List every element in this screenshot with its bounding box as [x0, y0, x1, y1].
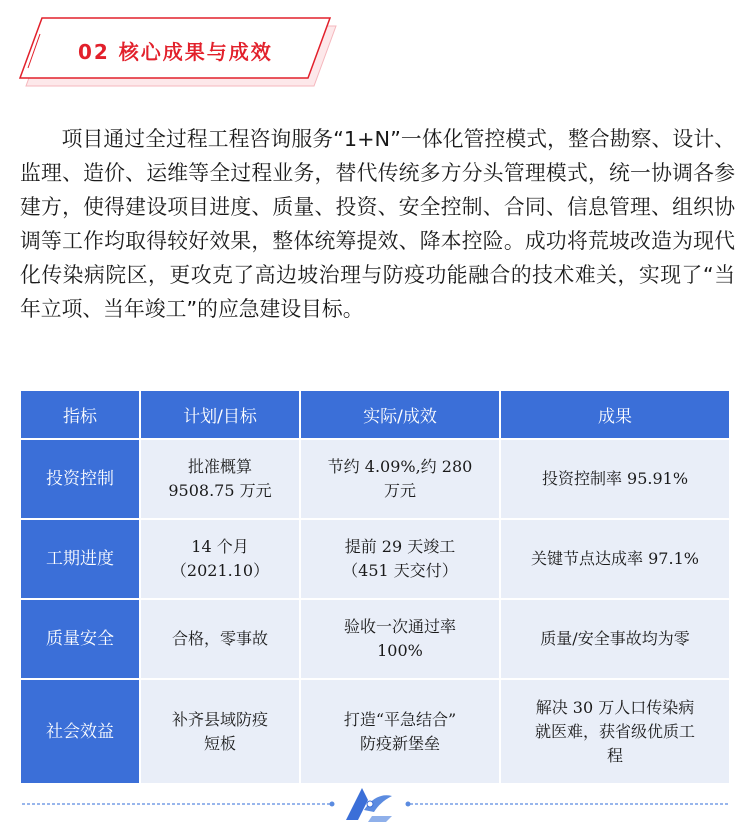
section-title: 02 核心成果与成效: [78, 40, 273, 64]
cell-line: 验收一次通过率: [343, 617, 456, 636]
table-row: [20, 599, 730, 679]
cell-line: 打造“平急结合”: [343, 709, 457, 729]
cell-line: 节约 4.09%,约 280: [327, 457, 473, 476]
divider-dot-left: [330, 802, 335, 807]
row-actual: [300, 439, 500, 519]
row-plan: [140, 439, 300, 519]
cell-line: （451 天交付）: [342, 561, 458, 580]
cell-line: 关键节点达成率 97.1%: [531, 549, 699, 568]
row-result: [500, 679, 730, 784]
cell-line: 就医难，获省级优质工: [534, 721, 695, 741]
cell-line: 9508.75 万元: [168, 481, 272, 500]
cell-line: 防疫新堡垒: [359, 733, 440, 753]
table-row: [20, 679, 730, 784]
table-row: [20, 439, 730, 519]
row-indicator: 社会效益: [20, 679, 140, 784]
row-actual: [300, 599, 500, 679]
cell-line: 投资控制率 95.91%: [541, 469, 689, 488]
row-indicator: 质量安全: [20, 599, 140, 679]
cell-line: 100%: [377, 641, 423, 660]
cell-line: 提前 29 天竣工: [344, 537, 456, 556]
cell-line: 合格，零事故: [171, 629, 268, 648]
company-logo-icon: [346, 788, 392, 822]
divider-dot-right: [406, 802, 411, 807]
row-actual: [300, 679, 500, 784]
table-header-row: [20, 390, 730, 439]
header-plan: 计划/目标: [140, 390, 300, 439]
cell-line: 万元: [383, 481, 416, 500]
row-result: [500, 519, 730, 599]
cell-line: 补齐县域防疫: [171, 709, 268, 729]
results-table: [19, 389, 729, 781]
row-plan: [140, 679, 300, 784]
cell-line: 批准概算: [187, 457, 252, 476]
footer-divider: [0, 782, 753, 825]
header-actual: 实际/成效: [300, 390, 500, 439]
header-result: 成果: [500, 390, 730, 439]
cell-line: 程: [606, 745, 623, 765]
body-paragraph: 项目通过全过程工程咨询服务“1+N”一体化管控模式，整合勘察、设计、监理、造价、运维等全过程业务，替代传统多方分头管理模式，统一协调各参建方，使得建设项目进度、质量、投资、安全控制、合同、信息管理、组织协调等工作均取得较好效果，整体统筹提效、降本控险。成功将荒坡改造为现代化传染病院区，更攻克了高边坡治理与防疫功能融合的技术难关，实现了“当年立项、当年竣工”的应急建设目标。: [20, 127, 735, 321]
cell-line: 解决 30 万人口传染病: [535, 697, 695, 717]
row-indicator: 投资控制: [20, 439, 140, 519]
cell-line: 质量/安全事故均为零: [540, 629, 690, 648]
row-result: [500, 439, 730, 519]
row-plan: [140, 599, 300, 679]
section-heading: [18, 14, 338, 90]
header-indicator: 指标: [20, 390, 140, 439]
table-row: [20, 519, 730, 599]
cell-line: （2021.10）: [170, 561, 270, 580]
cell-line: 14 个月: [191, 537, 249, 556]
row-actual: [300, 519, 500, 599]
row-indicator: 工期进度: [20, 519, 140, 599]
row-plan: [140, 519, 300, 599]
cell-line: 短板: [203, 733, 236, 753]
row-result: [500, 599, 730, 679]
